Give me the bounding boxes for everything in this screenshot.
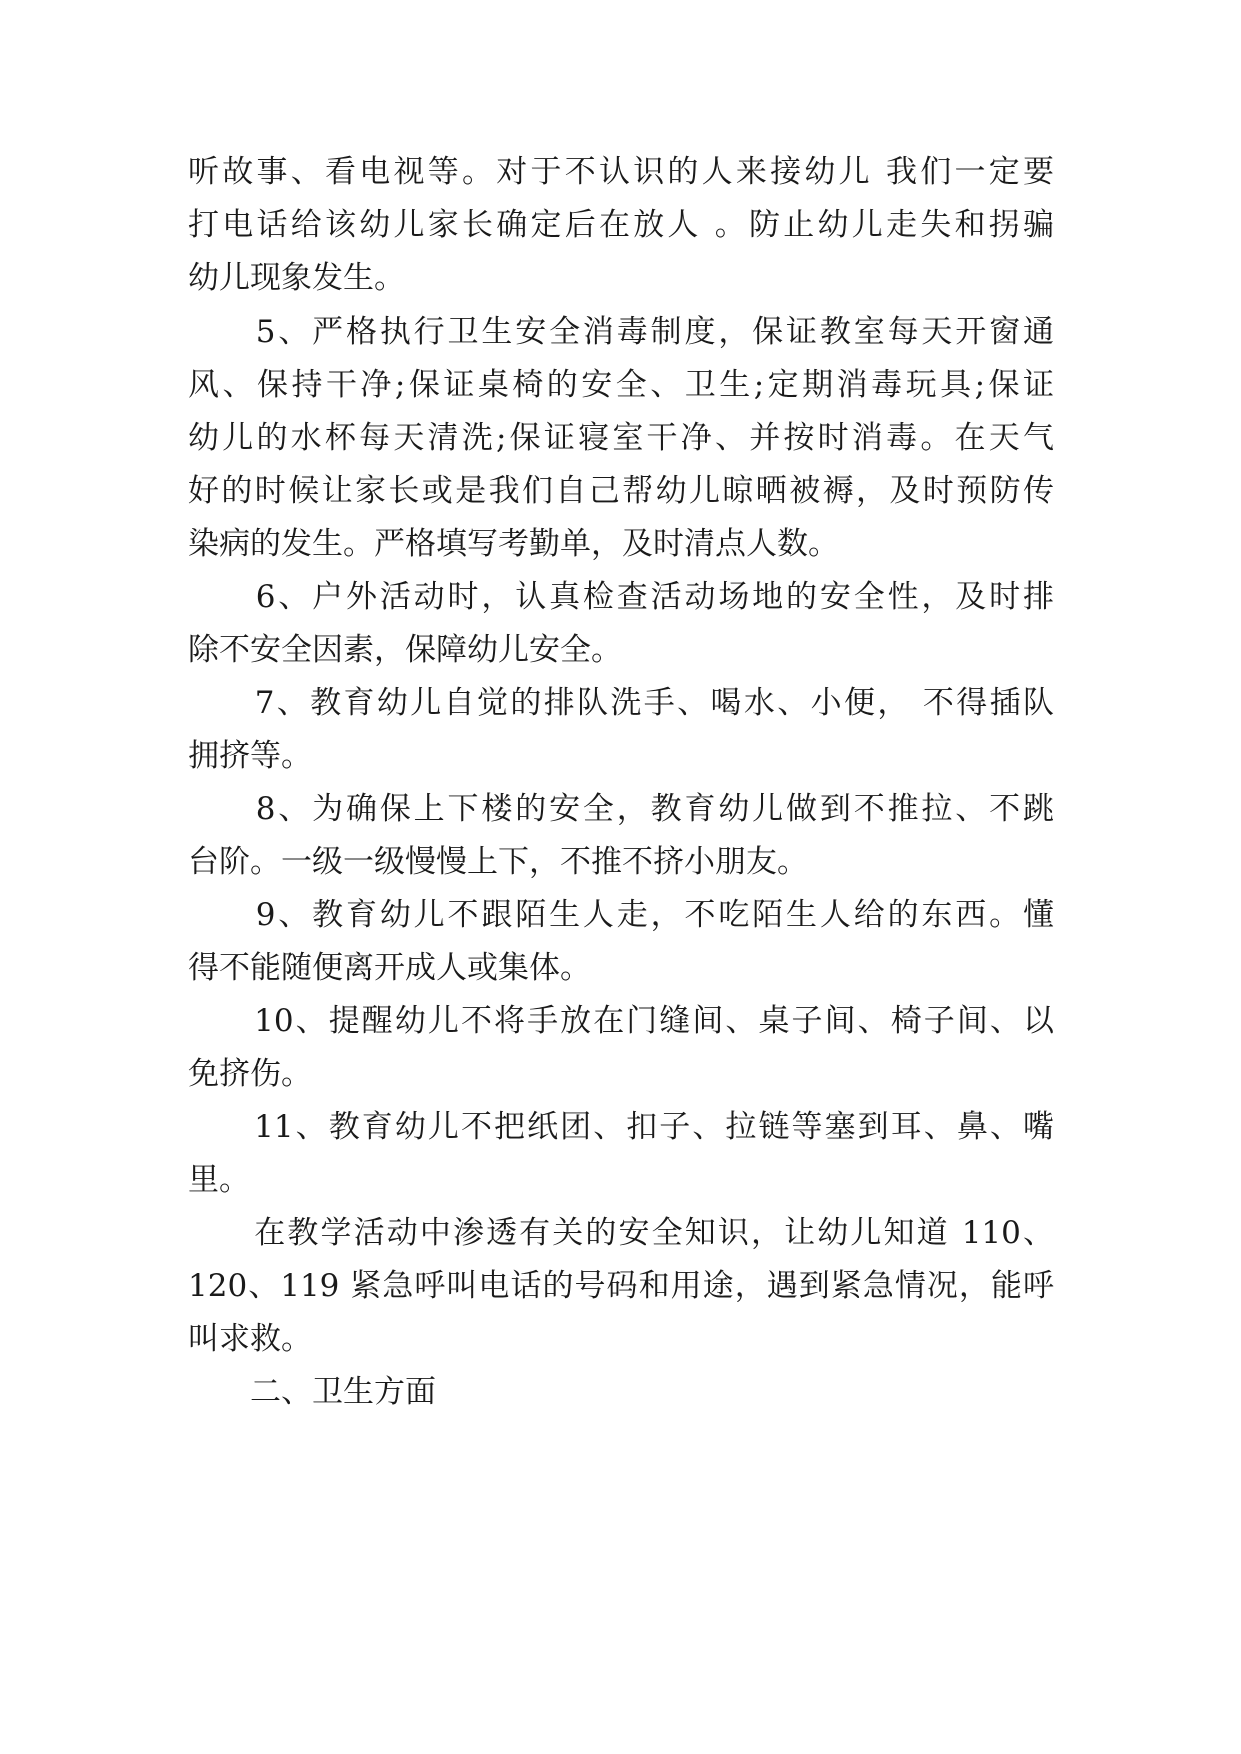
text-line: 幼儿现象发生。 [188, 260, 405, 296]
text-line: 幼儿的水杯每天清洗;保证寝室干净、并按时消毒。在天气 [188, 420, 1054, 456]
paragraph-first-line: 6、户外活动时，认真检查活动场地的安全性，及时排 [188, 579, 1054, 615]
paragraph-first-line: 11、教育幼儿不把纸团、扣子、拉链等塞到耳、鼻、嘴 [188, 1109, 1054, 1145]
text-line: 打电话给该幼儿家长确定后在放人 。防止幼儿走失和拐骗 [188, 207, 1054, 243]
paragraph-first-line: 8、为确保上下楼的安全，教育幼儿做到不推拉、不跳 [188, 791, 1054, 827]
text-line: 风、保持干净;保证桌椅的安全、卫生;定期消毒玩具;保证 [188, 367, 1054, 403]
paragraph-first-line: 5、严格执行卫生安全消毒制度，保证教室每天开窗通 [188, 314, 1054, 350]
text-line: 染病的发生。严格填写考勤单，及时清点人数。 [188, 526, 839, 562]
text-line: 里。 [188, 1162, 250, 1198]
text-line: 拥挤等。 [188, 738, 312, 774]
paragraph-first-line: 在教学活动中渗透有关的安全知识，让幼儿知道 110、 [188, 1215, 1054, 1251]
text-line: 得不能随便离开成人或集体。 [188, 950, 591, 986]
text-line: 听故事、看电视等。对于不认识的人来接幼儿 我们一定要 [188, 154, 1054, 190]
text-line: 好的时候让家长或是我们自己帮幼儿晾晒被褥，及时预防传 [188, 473, 1054, 509]
text-line: 叫求救。 [188, 1321, 312, 1357]
text-line: 台阶。一级一级慢慢上下，不推不挤小朋友。 [188, 844, 808, 880]
paragraph-first-line: 9、教育幼儿不跟陌生人走，不吃陌生人给的东西。懂 [188, 897, 1054, 933]
paragraph-first-line: 7、教育幼儿自觉的排队洗手、喝水、小便， 不得插队 [188, 685, 1054, 721]
paragraph-first-line: 10、提醒幼儿不将手放在门缝间、桌子间、椅子间、以 [188, 1003, 1054, 1039]
text-line: 120、119 紧急呼叫电话的号码和用途，遇到紧急情况，能呼 [188, 1268, 1054, 1304]
section-heading: 二、卫生方面 [188, 1374, 436, 1410]
text-line: 免挤伤。 [188, 1056, 312, 1092]
text-line: 除不安全因素，保障幼儿安全。 [188, 632, 622, 668]
